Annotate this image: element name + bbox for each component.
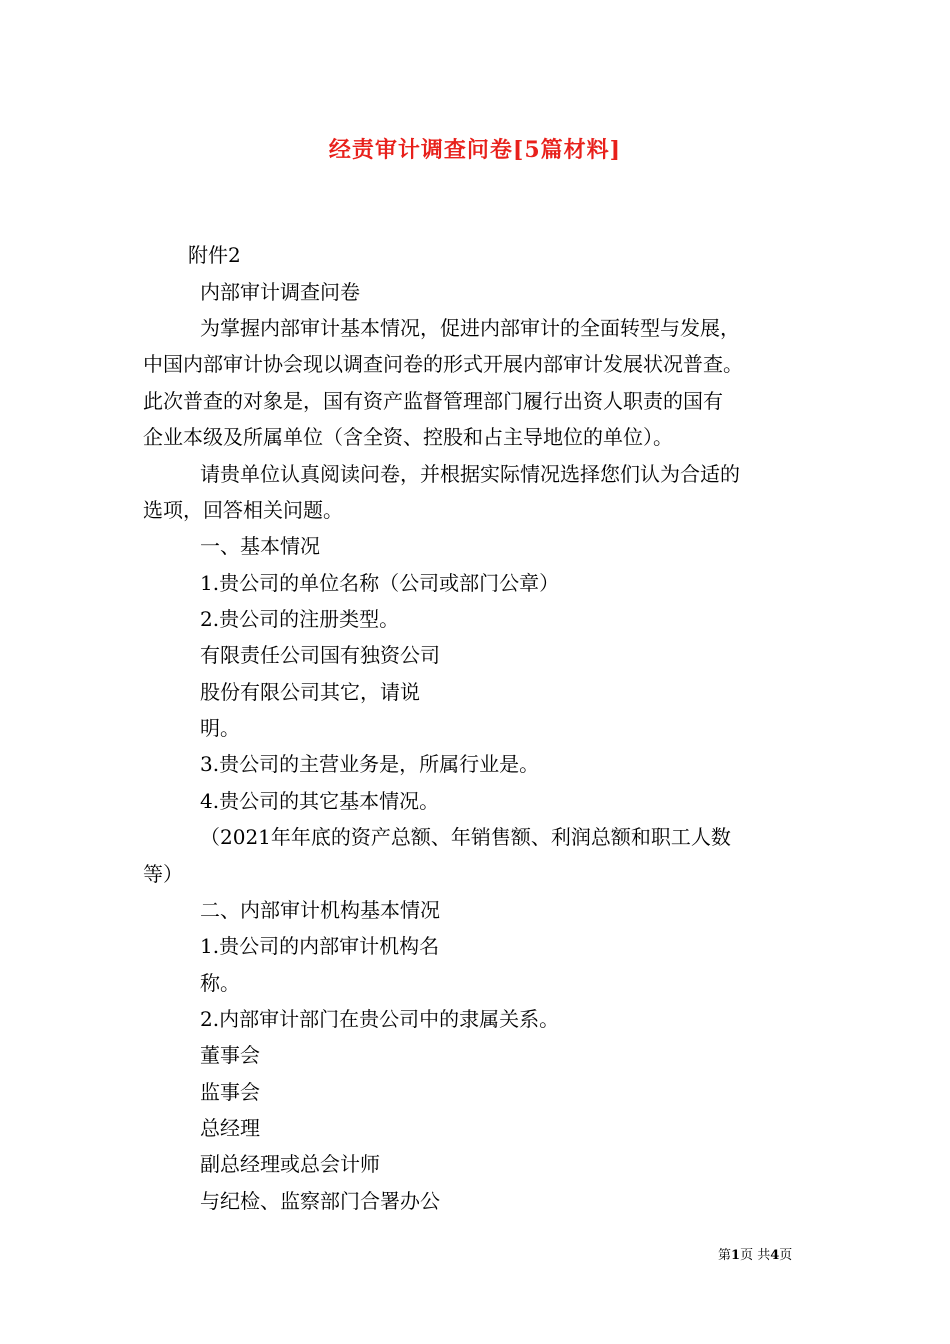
option-line: 与纪检、监察部门合署办公 xyxy=(200,1189,440,1213)
footer-suffix: 页 xyxy=(779,1248,793,1263)
document-title: 经责审计调查问卷[5篇材料] xyxy=(328,137,622,163)
paragraph-line: 等） xyxy=(143,862,183,886)
option-line: 总经理 xyxy=(200,1116,260,1140)
option-line: 股份有限公司其它，请说 xyxy=(200,680,420,704)
page-number-footer xyxy=(718,1248,792,1264)
paragraph-line: 请贵单位认真阅读问卷，并根据实际情况选择您们认为合适的 xyxy=(200,462,740,486)
option-line: 副总经理或总会计师 xyxy=(200,1152,380,1176)
option-line: 监事会 xyxy=(200,1080,260,1104)
question-line: 1.贵公司的内部审计机构名 xyxy=(200,934,440,958)
section-heading-basic: 一、基本情况 xyxy=(200,534,320,558)
paragraph-line: 选项，回答相关问题。 xyxy=(143,498,343,522)
footer-middle: 页 共 xyxy=(740,1248,771,1263)
footer-total-pages: 4 xyxy=(770,1248,780,1263)
option-line: 董事会 xyxy=(200,1043,260,1067)
option-line: 有限责任公司国有独资公司 xyxy=(200,643,440,667)
question-line: 称。 xyxy=(200,971,240,995)
footer-prefix: 第 xyxy=(718,1248,732,1263)
question-line: 2.内部审计部门在贵公司中的隶属关系。 xyxy=(200,1007,560,1031)
section-heading-audit: 二、内部审计机构基本情况 xyxy=(200,898,440,922)
paragraph-line: 此次普查的对象是，国有资产监督管理部门履行出资人职责的国有 xyxy=(143,389,723,413)
paragraph-line: （2021年年底的资产总额、年销售额、利润总额和职工人数 xyxy=(200,825,731,849)
question-line: 4.贵公司的其它基本情况。 xyxy=(200,789,440,813)
paragraph-line: 企业本级及所属单位（含全资、控股和占主导地位的单位）。 xyxy=(143,425,673,449)
survey-heading: 内部审计调查问卷 xyxy=(200,280,360,304)
option-line: 明。 xyxy=(200,716,240,740)
question-line: 3.贵公司的主营业务是，所属行业是。 xyxy=(200,752,540,776)
question-line: 2.贵公司的注册类型。 xyxy=(200,607,400,631)
footer-current-page: 1 xyxy=(731,1248,741,1263)
question-line: 1.贵公司的单位名称（公司或部门公章） xyxy=(200,571,560,595)
paragraph-line: 中国内部审计协会现以调查问卷的形式开展内部审计发展状况普查。 xyxy=(143,352,743,376)
attachment-label: 附件2 xyxy=(188,243,241,267)
paragraph-line: 为掌握内部审计基本情况，促进内部审计的全面转型与发展， xyxy=(200,316,740,340)
